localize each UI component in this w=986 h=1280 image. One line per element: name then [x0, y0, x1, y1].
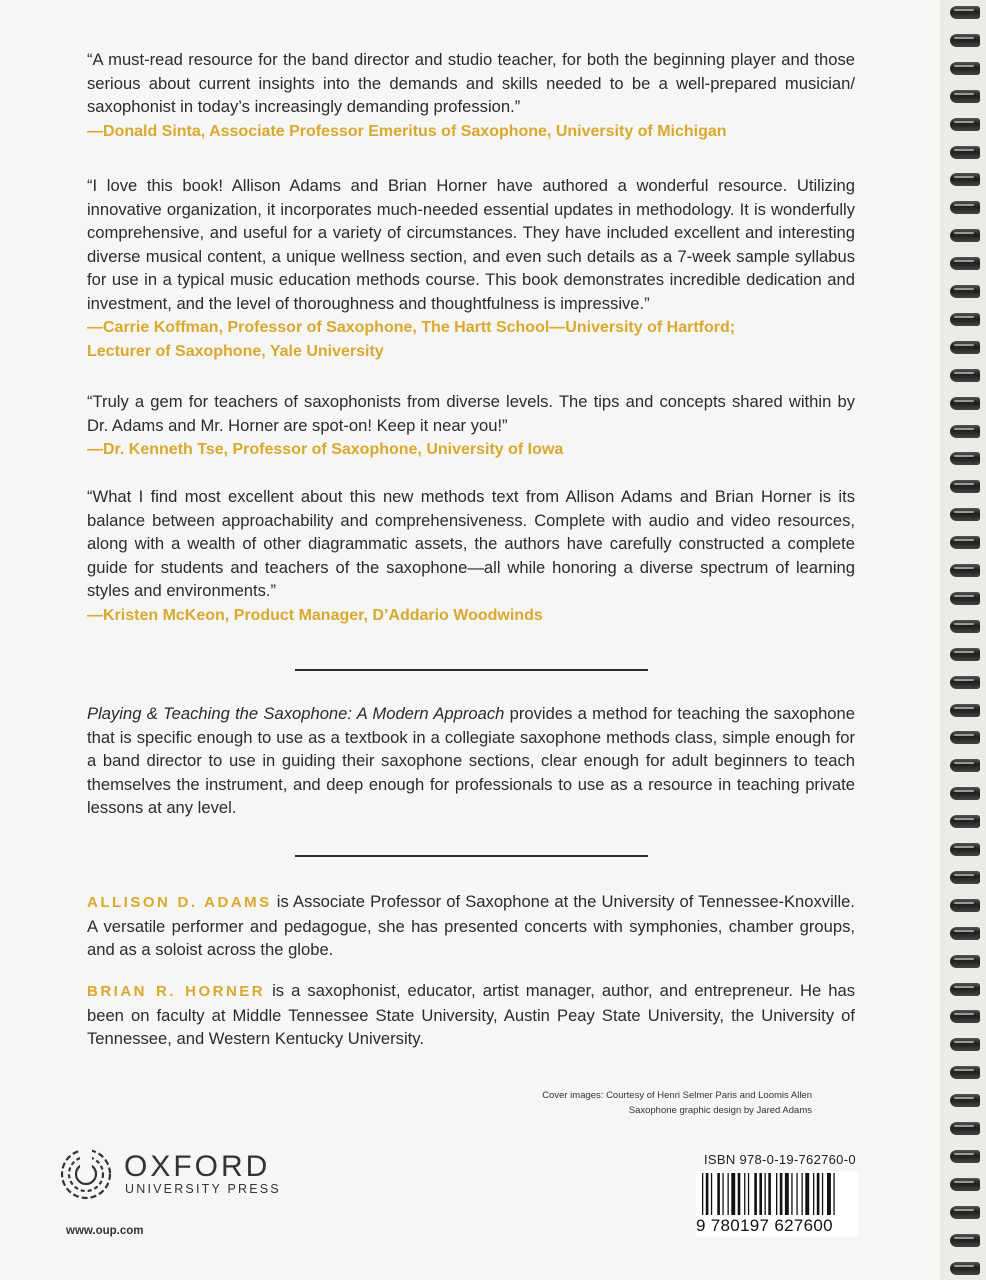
author-bio: is a saxophonist, educator, artist manager, author, and entrepreneur. He has been on faculty at Middle Tennessee State University, Austin Peay State University, the University of Tennessee, and Western Kentucky University. [87, 981, 855, 1048]
spiral-coil [950, 173, 980, 186]
quote-sinta [87, 48, 855, 143]
spiral-coil [950, 955, 980, 968]
spiral-coil [950, 676, 980, 689]
barcode-bar [706, 1173, 709, 1215]
barcode-bar [744, 1173, 745, 1215]
barcode-bar [768, 1173, 771, 1215]
oxford-logo [58, 1146, 298, 1206]
barcode-bar [748, 1173, 749, 1215]
spiral-coil [950, 759, 980, 772]
quote-attribution: —Kristen McKeon, Product Manager, D’Addario Woodwinds [87, 606, 543, 624]
barcode-bar [796, 1173, 797, 1215]
description-text: provides a method for teaching the saxophone that is specific enough to use as a textbook in a collegiate saxophone methods class, simple enough for a band director to use in guiding their saxophone sections, clear enough for adult beginners to teach themselves the instrument, and deep enough for professionals to use as a resource in teaching private lessons at any level. [87, 704, 855, 817]
spiral-coil [950, 815, 980, 828]
book-description [87, 702, 855, 820]
cover-credits [542, 1088, 812, 1118]
spiral-coil [950, 620, 980, 633]
spiral-coil [950, 34, 980, 47]
spiral-coil [950, 731, 980, 744]
spiral-coil [950, 1262, 980, 1275]
barcode-bar [785, 1173, 789, 1215]
spiral-coil [950, 480, 980, 493]
spiral-coil [950, 564, 980, 577]
author-bio: is Associate Professor of Saxophone at the University of Tennessee-Knoxville. A versatile performer and pedagogue, she has presented concerts with symphonies, chamber groups, and as a soloist across the globe. [87, 892, 855, 959]
quote-attribution-line2: Lecturer of Saxophone, Yale University [87, 342, 384, 360]
barcode-bar [765, 1173, 766, 1215]
spiral-coil [950, 983, 980, 996]
quote-mckeon [87, 485, 855, 627]
barcode-bar [711, 1173, 712, 1215]
barcode-bar [802, 1173, 803, 1215]
spiral-coil [950, 201, 980, 214]
author-name: ALLISON D. ADAMS [87, 894, 272, 911]
barcode-bar [702, 1173, 703, 1215]
spiral-coil [950, 1094, 980, 1107]
spiral-coil [950, 536, 980, 549]
quote-text: “Truly a gem for teachers of saxophonists from diverse levels. The tips and concepts shared within by Dr. Adams and Mr. Horner are spot-on! Keep it near you!” [87, 392, 855, 435]
spiral-coil [950, 397, 980, 410]
author-bio-horner [87, 979, 855, 1051]
barcode-bar [827, 1173, 831, 1215]
spiral-coil [950, 6, 980, 19]
spiral-coil [950, 90, 980, 103]
spiral-coil [950, 899, 980, 912]
quote-text: “A must-read resource for the band director and studio teacher, for both the beginning player and those serious about current insights into the demands and skills needed to be a well-prepared musician/ saxophonist in today’s increasingly demanding profession.” [87, 50, 855, 116]
spiral-coil [950, 648, 980, 661]
divider [295, 669, 648, 671]
credit-line: Saxophone graphic design by Jared Adams [628, 1105, 812, 1116]
spiral-coil [950, 1010, 980, 1023]
barcode-bar [754, 1173, 757, 1215]
spiral-coil [950, 425, 980, 438]
barcode-bar [759, 1173, 762, 1215]
spiral-coil [950, 118, 980, 131]
quote-koffman [87, 174, 855, 363]
barcode-bar [817, 1173, 820, 1215]
spiral-coil [950, 62, 980, 75]
spiral-coil [950, 1234, 980, 1247]
spiral-coil [950, 285, 980, 298]
spiral-coil [950, 592, 980, 605]
spiral-coil [950, 257, 980, 270]
barcode-bar [776, 1173, 777, 1215]
barcode-bar [717, 1173, 720, 1215]
quote-text: “What I find most excellent about this new methods text from Allison Adams and Brian Horner is its balance between approachability and comprehensiveness. Complete with audio and video resources, along with a wealth of other diagrammatic assets, the authors have carefully constructed a complete guide for students and teachers of the saxophone—all while honoring a diverse spectrum of learning styles and environments.” [87, 487, 855, 600]
quote-attribution: —Donald Sinta, Associate Professor Emeritus of Saxophone, University of Michigan [87, 122, 727, 140]
barcode-bar [805, 1173, 809, 1215]
quote-tse [87, 390, 855, 462]
spiral-coil [950, 508, 980, 521]
author-name: BRIAN R. HORNER [87, 983, 266, 1000]
spiral-coil [950, 1206, 980, 1219]
spiral-coil [950, 1066, 980, 1079]
barcode-bar [722, 1173, 723, 1215]
barcode-bar [791, 1173, 792, 1215]
spiral-coil [950, 1038, 980, 1051]
spiral-coil [950, 704, 980, 717]
publisher-url: www.oup.com [66, 1225, 144, 1237]
quote-attribution: —Dr. Kenneth Tse, Professor of Saxophone, University of Iowa [87, 441, 564, 458]
divider [295, 855, 648, 857]
publisher-subname: UNIVERSITY PRESS [125, 1182, 281, 1196]
spiral-coil [950, 369, 980, 382]
barcode-bar [833, 1173, 834, 1215]
spiral-coil [950, 146, 980, 159]
barcode-bar [731, 1173, 735, 1215]
spiral-coil [950, 452, 980, 465]
quote-attribution: —Carrie Koffman, Professor of Saxophone, The Hartt School—University of Hartford; [87, 319, 736, 336]
isbn-label: ISBN 978-0-19-762760-0 [704, 1152, 856, 1167]
spiral-coil [950, 229, 980, 242]
spiral-coil [950, 927, 980, 940]
book-title: Playing & Teaching the Saxophone: A Modern Approach [87, 704, 505, 723]
credit-line: Cover images: Courtesy of Henri Selmer Paris and Loomis Allen [542, 1090, 812, 1101]
spiral-coil [950, 1122, 980, 1135]
barcode [696, 1171, 858, 1237]
spiral-coil [950, 313, 980, 326]
spiral-coil [950, 871, 980, 884]
barcode-bar [728, 1173, 729, 1215]
spiral-coil [950, 843, 980, 856]
author-bio-adams [87, 890, 855, 962]
spiral-coil [950, 1178, 980, 1191]
barcode-bar [822, 1173, 823, 1215]
spiral-binding [940, 0, 986, 1280]
spiral-coil [950, 1150, 980, 1163]
spiral-coil [950, 787, 980, 800]
barcode-digits: 9 780197 627600 [696, 1216, 833, 1235]
barcode-bar [738, 1173, 741, 1215]
spiral-coil [950, 341, 980, 354]
barcode-bar [780, 1173, 783, 1215]
publisher-name: OXFORD [124, 1150, 271, 1183]
quote-text: “I love this book! Allison Adams and Brian Horner have authored a wonderful resource. Utilizing innovative organization, it incorporates much-needed essential updates in methodology. It is wonderfully comprehensive, and useful for a variety of circumstances. They have included excellent and interesting diverse musical content, a unique wellness section, and even such details as a 7-week sample syllabus for use in a typical music education methods course. This book demonstrates incredible dedication and investment, and the level of thoroughness and thoughtfulness is impressive.” [87, 176, 855, 313]
barcode-bars [696, 1171, 858, 1217]
oxford-swirl-icon [58, 1146, 114, 1202]
barcode-bar [813, 1173, 814, 1215]
